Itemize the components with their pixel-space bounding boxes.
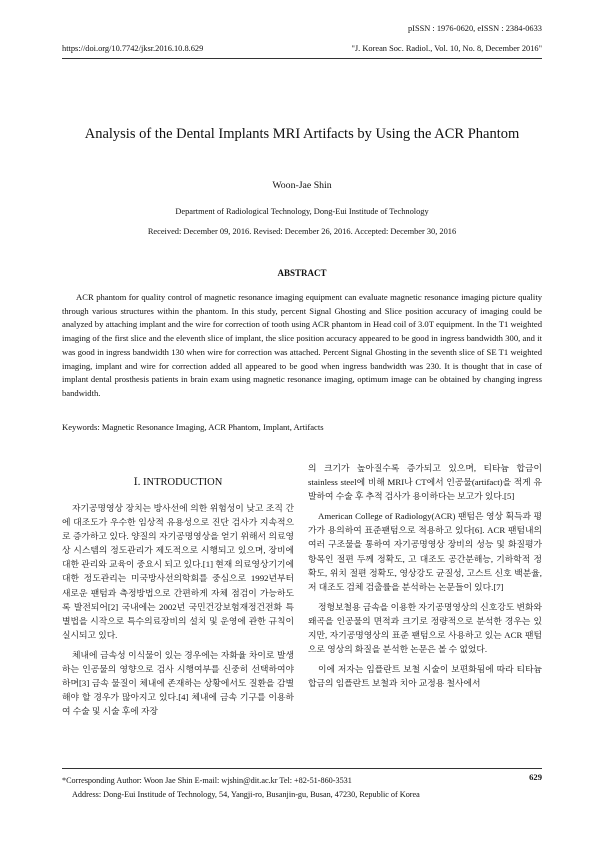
abstract-heading: ABSTRACT xyxy=(277,268,327,278)
right-column xyxy=(308,461,542,696)
paragraph: 체내에 금속성 이식물이 있는 경우에는 자화율 차이로 발생하는 인공물의 영향으로 검사 시행여부를 신중히 선택하여야 하며[3] 금속 물질이 체내에 존재하는 상황에서도 질환을 감별해야 할 경우가 많아지고 있다.[4] 체내에 금속 기구를 이용하여 수술 및 시술 후에 자장 xyxy=(62,649,294,717)
paragraph: 이에 저자는 임플란트 보철 시술이 보편화됨에 따라 티타늄합금의 임플란트 보철과 치아 교정용 철사에서 xyxy=(308,664,542,689)
header-rule xyxy=(62,58,542,59)
address: Address: Dong-Eui Institude of Technology, 54, Yangji-ro, Busanjin-gu, Busan, 47230, Republic of Korea xyxy=(72,790,420,799)
keywords: Keywords: Magnetic Resonance Imaging, ACR Phantom, Implant, Artifacts xyxy=(62,422,324,432)
corresponding-author: *Corresponding Author: Woon Jae Shin E-mail: wjshin@dit.ac.kr Tel: +82-51-860-3531 xyxy=(62,776,352,785)
received-dates: Received: December 09, 2016. Revised: December 26, 2016. Accepted: December 30, 2016 xyxy=(147,227,457,236)
introduction-heading: Ⅰ. INTRODUCTION xyxy=(133,477,223,488)
abstract-body: ACR phantom for quality control of magnetic resonance imaging equipment can evaluate magnetic resonance imaging picture quality through various structures within the phantom. In this study, percent Signal Ghosting and Slice position accuracy of imaging could be analyzed by attaching implant and the wire for correction of tooth using ACR phantom in Head coil of 3.0T equipment. In the T1 weighted imaging of the first slice and the eleventh slice of implant, the slice position accuracy appeared to be good in ingress bandwidth 300, and it was good in ingress bandwidth 130 when wire for correction was attached. Percent Signal Ghosting in the seventh slice of SE T1 weighted imaging, implant and wire for correction added all appeared to be good when ingress bandwidth was 230. It is thought that in case of implant dental prosthesis patients in brain exam using magnetic resonance imaging, optimum image can be obtained by changing ingress bandwidth. xyxy=(62,292,542,398)
paper-title: Analysis of the Dental Implants MRI Artifacts by Using the ACR Phantom xyxy=(84,126,520,142)
paragraph: American College of Radiology(ACR) 팬텀은 영상 획득과 평가가 용의하여 표준팬텀으로 적용하고 있다[6]. ACR 팬텀내의 여러 구조물을 통하여 자기공명영상 장비의 성능 및 화질평가항목인 절편 두께 정확도, 고 대조도 공간분해능, 기하학적 정확도, 위치 절편 정확도, 영상강도 균질성, 고스트 신호 백분율, 저 대조도 검체 검출률을 분석하는 논문들이 있다.[7] xyxy=(308,511,542,592)
left-column xyxy=(62,501,294,724)
affiliation: Department of Radiological Technology, Dong-Eui Institude of Technology xyxy=(175,207,429,216)
paragraph: 자기공명영상 장치는 방사선에 의한 위험성이 낮고 조직 간에 대조도가 우수한 임상적 유용성으로 진단 검사가 지속적으로 증가하고 있다. 양질의 자기공명영상을 얻기 위해서 의료영상 시스템의 정도관리가 제도적으로 시행되고 있으며, 장비에 대한 관리와 교육이 중요시 되고 있다.[1] 현재 의료영상기기에 대한 정도관리는 미국방사선의학회를 중심으로 1992년부터 새로운 팬텀과 측정방법으로 간편하게 자체 점검이 가능하도록 발전되어[2] 국내에는 2002년 국민건강보험재정건전화 특별법을 시작으로 특수의료장비의 설치 및 운영에 관한 규칙이 실시되고 있다. xyxy=(62,503,294,640)
paragraph: 의 크기가 높아질수록 증가되고 있으며, 티타늄 합금이 stainless steel에 비해 MRI나 CT에서 인공물(artifact)을 적게 유발하여 수술 후 추적 검사가 용이하다는 보고가 있다.[5] xyxy=(308,463,542,502)
paragraph: 정형보철용 금속을 이용한 자기공명영상의 신호강도 변화와 왜곡을 인공물의 면적과 크기로 정량적으로 분석한 경우는 있지만, 자기공명영상의 표준 팬텀으로 사용하고 있는 ACR 팬텀으로 영상의 화질을 분석한 논문은 볼 수 없었다. xyxy=(308,601,542,655)
issn-line: pISSN : 1976-0620, eISSN : 2384-0633 xyxy=(407,24,542,33)
journal-citation: "J. Korean Soc. Radiol., Vol. 10, No. 8, December 2016" xyxy=(351,44,542,53)
footer-rule xyxy=(62,768,542,769)
author-name: Woon-Jae Shin xyxy=(272,180,332,191)
page-number: 629 xyxy=(529,772,542,782)
doi-link[interactable]: https://doi.org/10.7742/jksr.2016.10.8.629 xyxy=(62,44,204,53)
